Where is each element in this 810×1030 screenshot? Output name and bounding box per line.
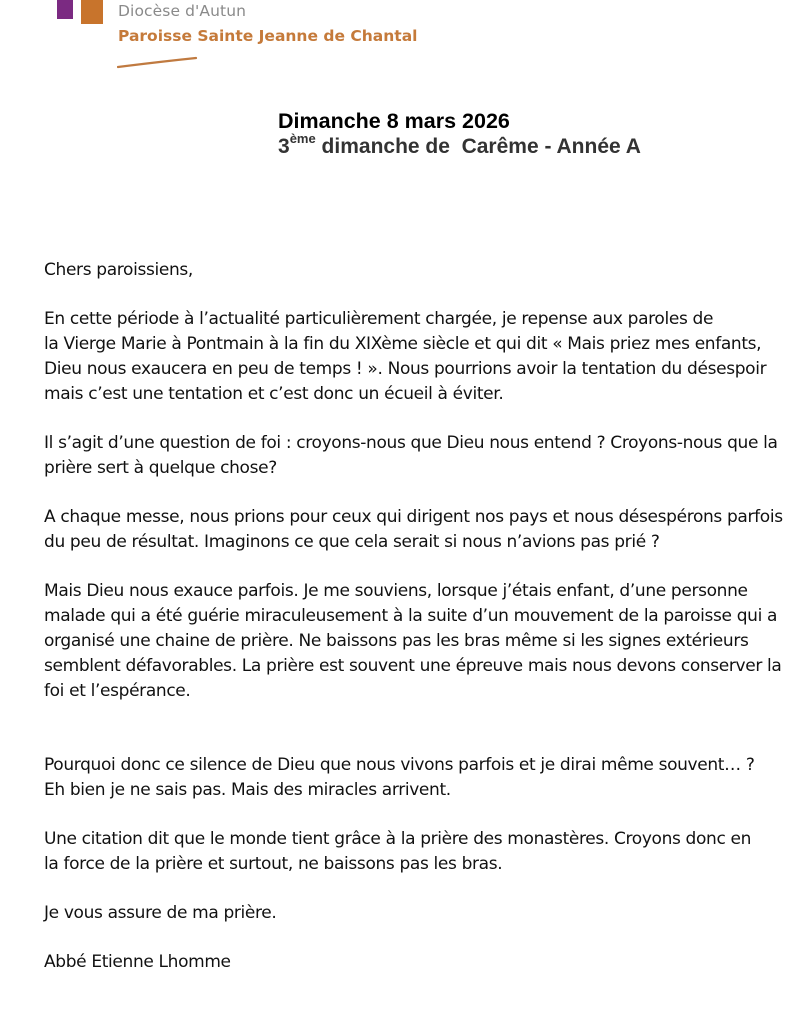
paragraph-line: Eh bien je ne sais pas. Mais des miracles arrivent. [44, 780, 451, 800]
paragraph-line: A chaque messe, nous prions pour ceux qui dirigent nos pays et nous désespérons parfois [44, 507, 783, 527]
diocese-name: Diocèse d'Autun [118, 2, 247, 20]
paragraph-line: mais c’est une tentation et c’est donc un écueil à éviter. [44, 384, 504, 404]
signature: Abbé Etienne Lhomme [44, 952, 231, 972]
paragraph-line: du peu de résultat. Imaginons ce que cela serait si nous n’avions pas prié ? [44, 532, 660, 552]
greeting: Chers paroissiens, [44, 260, 193, 280]
logo-brush-stroke [117, 56, 199, 70]
paragraph-line: Dieu nous exaucera en peu de temps ! ». Nous pourrions avoir la tentation du désespoir [44, 359, 767, 379]
letter-body [44, 258, 804, 999]
paragraph-line: prière sert à quelque chose? [44, 458, 277, 478]
date-heading: Dimanche 8 mars 2026 [278, 109, 510, 133]
logo-orange-block [81, 0, 103, 24]
paragraph-line: En cette période à l’actualité particulièrement chargée, je repense aux paroles de [44, 309, 714, 329]
paragraph-line: Une citation dit que le monde tient grâce à la prière des monastères. Croyons donc en [44, 829, 752, 849]
paragraph-line: Il s’agit d’une question de foi : croyons-nous que Dieu nous entend ? Croyons-nous que la [44, 433, 778, 453]
paragraph-4 [44, 579, 804, 704]
paragraph-3 [44, 505, 804, 555]
paragraph-line: organisé une chaine de prière. Ne baissons pas les bras même si les signes extérieurs [44, 631, 749, 651]
sunday-text: dimanche de Carême - Année A [315, 135, 641, 158]
paragraph-2 [44, 431, 804, 481]
paragraph-line: malade qui a été guérie miraculeusement à la suite d’un mouvement de la paroisse qui a [44, 606, 778, 626]
ordinal-number: 3 [278, 135, 290, 158]
paragraph-line: semblent défavorables. La prière est souvent une épreuve mais nous devons conserver la [44, 656, 782, 676]
paragraph-line: la force de la prière et surtout, ne baissons pas les bras. [44, 854, 503, 874]
paragraph-line: la Vierge Marie à Pontmain à la fin du XIXème siècle et qui dit « Mais priez mes enfants, [44, 334, 762, 354]
paragraph-line: Mais Dieu nous exauce parfois. Je me souviens, lorsque j’étais enfant, d’une personne [44, 581, 748, 601]
logo-purple-block [57, 0, 73, 19]
liturgical-sunday-heading [278, 131, 641, 160]
paragraph-1 [44, 307, 804, 407]
title-block [278, 108, 641, 160]
parish-name: Paroisse Sainte Jeanne de Chantal [118, 27, 418, 45]
closing-line: Je vous assure de ma prière. [44, 903, 277, 923]
ordinal-suffix: ème [289, 131, 316, 146]
letterhead [0, 0, 810, 95]
paragraph-5 [44, 753, 804, 803]
paragraph-line: foi et l’espérance. [44, 681, 191, 701]
paragraph-line: Pourquoi donc ce silence de Dieu que nous vivons parfois et je dirai même souvent… ? [44, 755, 755, 775]
paragraph-6 [44, 827, 804, 877]
